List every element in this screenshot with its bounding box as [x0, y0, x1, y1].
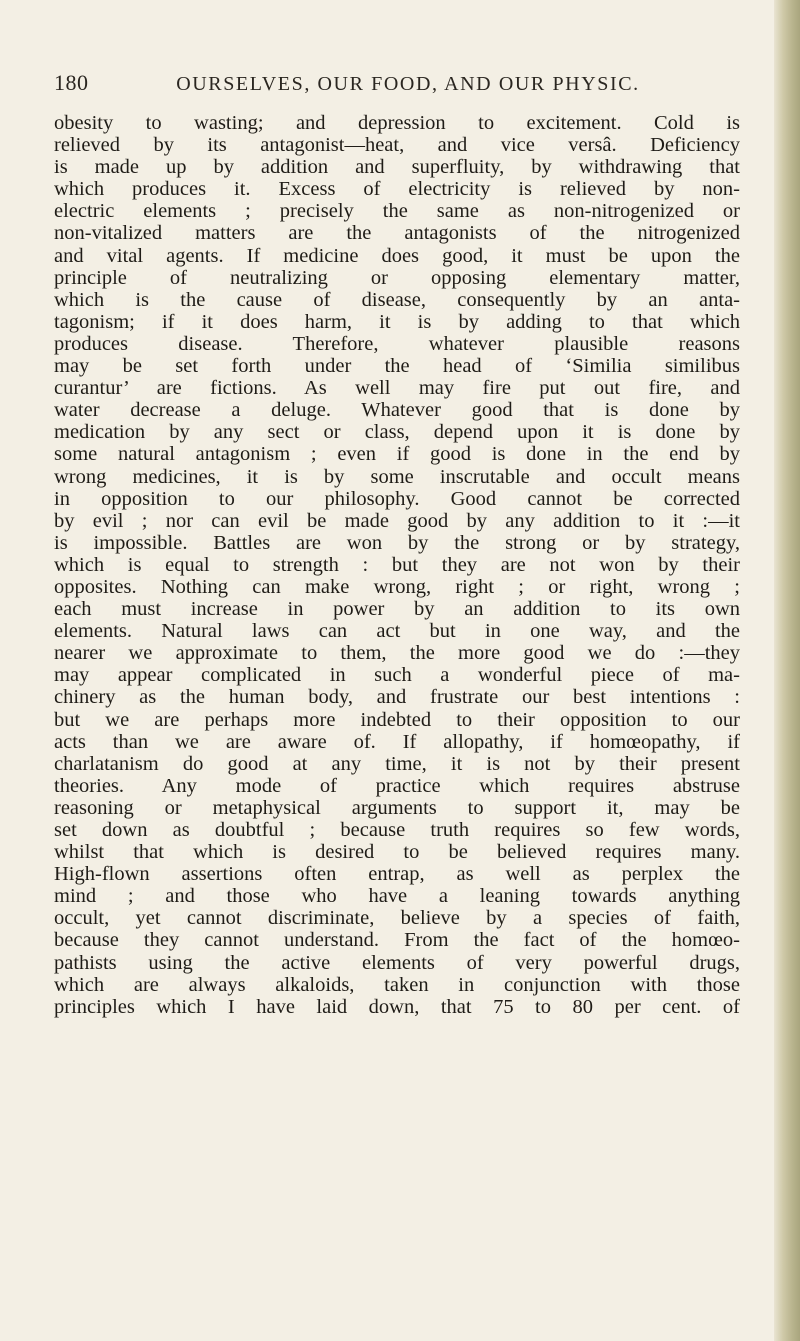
- running-title: OURSELVES, OUR FOOD, AND OUR PHYSIC.: [176, 73, 640, 95]
- text-line: in opposition to our philosophy. Good cannot be corrected: [54, 487, 740, 510]
- text-line: produces disease. Therefore, whatever plausible reasons: [54, 332, 740, 355]
- text-line: theories. Any mode of practice which requires abstruse: [54, 774, 740, 797]
- text-line: is impossible. Battles are won by the strong or by strategy,: [54, 531, 740, 554]
- text-line: nearer we approximate to them, the more good we do :—they: [54, 642, 740, 665]
- text-line: whilst that which is desired to be believed requires many.: [54, 841, 740, 864]
- text-line: which are always alkaloids, taken in conjunction with those: [54, 973, 740, 996]
- text-line: obesity to wasting; and depression to excitement. Cold is: [54, 112, 740, 134]
- text-line: chinery as the human body, and frustrate our best intentions :: [54, 686, 740, 709]
- text-line: is made up by addition and superfluity, by withdrawing that: [54, 156, 740, 179]
- text-line: non-vitalized matters are the antagonists of the nitrogenized: [54, 222, 740, 245]
- text-line: but we are perhaps more indebted to their opposition to our: [54, 708, 740, 731]
- text-line: wrong medicines, it is by some inscrutable and occult means: [54, 465, 740, 488]
- text-line: acts than we are aware of. If allopathy, if homœopathy, if: [54, 730, 740, 753]
- text-line: principles which I have laid down, that 75 to 80 per cent. of: [54, 995, 740, 1018]
- text-line: medication by any sect or class, depend upon it is done by: [54, 421, 740, 444]
- text-line: elements. Natural laws can act but in one way, and the: [54, 620, 740, 643]
- text-line: charlatanism do good at any time, it is not by their present: [54, 752, 740, 775]
- text-line: occult, yet cannot discriminate, believe by a species of faith,: [54, 907, 740, 930]
- text-line: because they cannot understand. From the fact of the homœo-: [54, 929, 740, 952]
- body-text: [54, 112, 740, 1018]
- text-line: High-flown assertions often entrap, as well as perplex the: [54, 863, 740, 886]
- text-line: and vital agents. If medicine does good, it must be upon the: [54, 244, 740, 267]
- text-line: pathists using the active elements of very powerful drugs,: [54, 951, 740, 974]
- text-line: water decrease a deluge. Whatever good that is done by: [54, 399, 740, 422]
- text-line: reasoning or metaphysical arguments to support it, may be: [54, 796, 740, 819]
- text-line: opposites. Nothing can make wrong, right ; or right, wrong ;: [54, 575, 740, 598]
- page-edge-shadow: [774, 0, 800, 1341]
- text-line: which is equal to strength : but they are not won by their: [54, 553, 740, 576]
- text-line: relieved by its antagonist—heat, and vice versâ. Deficiency: [54, 134, 740, 157]
- running-header: [54, 70, 740, 106]
- text-line: may appear complicated in such a wonderful piece of ma-: [54, 664, 740, 687]
- text-line: by evil ; nor can evil be made good by any addition to it :—it: [54, 509, 740, 532]
- text-line: electric elements ; precisely the same as non-nitrogenized or: [54, 200, 740, 223]
- text-line: may be set forth under the head of ‘Similia similibus: [54, 355, 740, 378]
- text-line: which is the cause of disease, consequently by an anta-: [54, 288, 740, 311]
- text-line: curantur’ are fictions. As well may fire put out fire, and: [54, 377, 740, 400]
- text-line: set down as doubtful ; because truth requires so few words,: [54, 819, 740, 841]
- text-line: some natural antagonism ; even if good is done in the end by: [54, 443, 740, 466]
- book-page: [54, 70, 740, 1018]
- page-number: 180: [54, 70, 89, 95]
- text-line: principle of neutralizing or opposing elementary matter,: [54, 266, 740, 289]
- text-line: each must increase in power by an addition to its own: [54, 598, 740, 621]
- text-line: tagonism; if it does harm, it is by adding to that which: [54, 310, 740, 333]
- text-line: mind ; and those who have a leaning towards anything: [54, 885, 740, 908]
- text-line: which produces it. Excess of electricity is relieved by non-: [54, 178, 740, 201]
